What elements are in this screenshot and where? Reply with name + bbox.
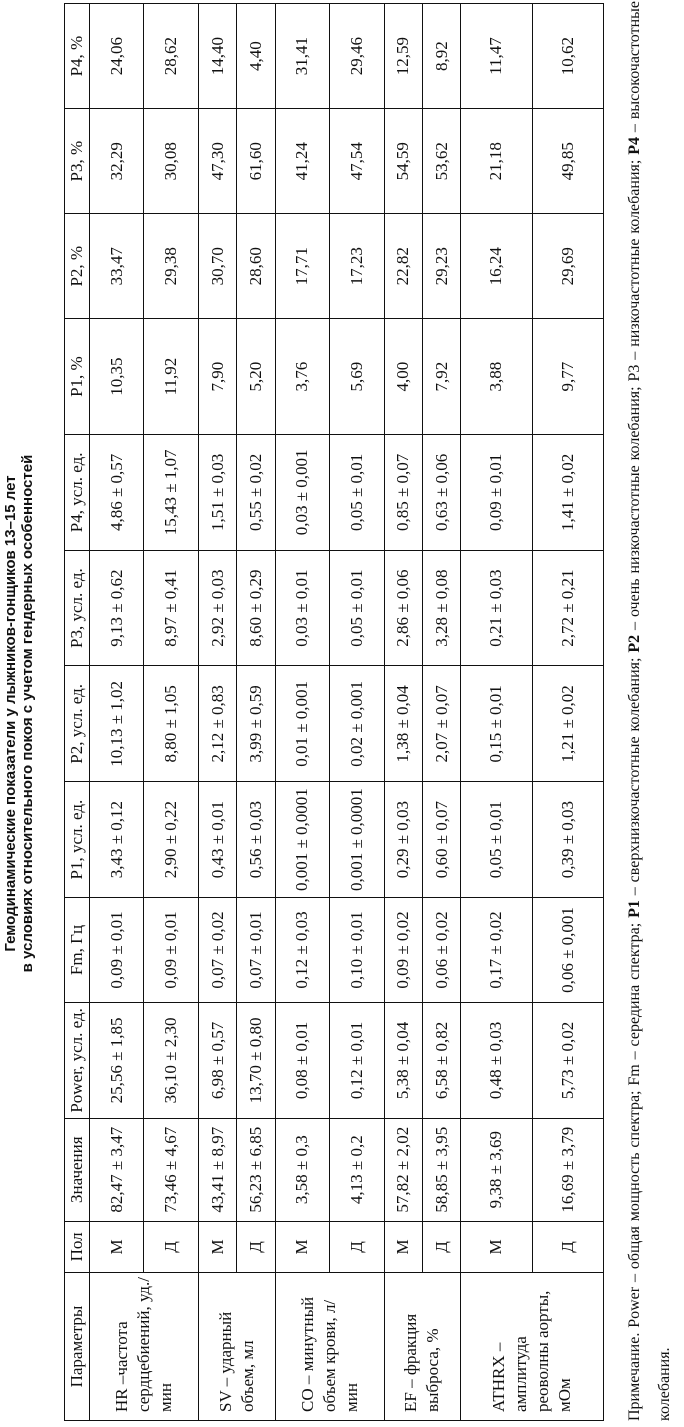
table-note	[620, 1, 680, 1421]
value-cell: 33,47	[90, 214, 144, 319]
value-cell: 0,08 ± 0,01	[275, 1003, 329, 1119]
value-cell: 73,46 ± 4,67	[144, 1118, 198, 1221]
value-cell: 2,12 ± 0,83	[198, 666, 236, 782]
sex-cell: Д	[237, 1221, 275, 1272]
sex-cell: Д	[144, 1221, 198, 1272]
value-cell: 3,99 ± 0,59	[237, 666, 275, 782]
value-cell: 82,47 ± 3,47	[90, 1118, 144, 1221]
value-cell: 3,58 ± 0,3	[275, 1118, 329, 1221]
table-row	[237, 4, 275, 1421]
value-cell: 0,09 ± 0,02	[384, 897, 422, 1002]
column-header: P2, усл. ед.	[65, 666, 90, 782]
value-cell: 14,40	[198, 4, 236, 109]
value-cell: 43,41 ± 8,97	[198, 1118, 236, 1221]
value-cell: 0,07 ± 0,01	[237, 897, 275, 1002]
value-cell: 12,59	[384, 4, 422, 109]
value-cell: 9,77	[532, 319, 603, 435]
value-cell: 1,38 ± 0,04	[384, 666, 422, 782]
parameter-cell: CO – минутный объем крови, л/мин	[275, 1273, 384, 1421]
value-cell: 0,55 ± 0,02	[237, 434, 275, 550]
value-cell: 29,23	[422, 214, 460, 319]
note-p4-text: – высокочастотные колебания.	[626, 0, 673, 1421]
table-row	[384, 4, 422, 1421]
value-cell: 0,12 ± 0,01	[330, 1003, 384, 1119]
column-header: Power, усл. ед.	[65, 1003, 90, 1119]
value-cell: 0,06 ± 0,001	[532, 897, 603, 1002]
value-cell: 29,38	[144, 214, 198, 319]
sex-cell: Д	[422, 1221, 460, 1272]
value-cell: 0,07 ± 0,02	[198, 897, 236, 1002]
value-cell: 4,13 ± 0,2	[330, 1118, 384, 1221]
value-cell: 57,82 ± 2,02	[384, 1118, 422, 1221]
table-body	[90, 4, 604, 1421]
value-cell: 0,43 ± 0,01	[198, 782, 236, 898]
value-cell: 29,46	[330, 4, 384, 109]
value-cell: 0,001 ± 0,0001	[330, 782, 384, 898]
value-cell: 0,48 ± 0,03	[461, 1003, 532, 1119]
value-cell: 3,28 ± 0,08	[422, 550, 460, 666]
value-cell: 47,54	[330, 109, 384, 214]
value-cell: 7,90	[198, 319, 236, 435]
value-cell: 54,59	[384, 109, 422, 214]
value-cell: 0,17 ± 0,02	[461, 897, 532, 1002]
value-cell: 0,56 ± 0,03	[237, 782, 275, 898]
value-cell: 28,62	[144, 4, 198, 109]
value-cell: 16,24	[461, 214, 532, 319]
value-cell: 10,13 ± 1,02	[90, 666, 144, 782]
value-cell: 2,90 ± 0,22	[144, 782, 198, 898]
value-cell: 0,03 ± 0,01	[275, 550, 329, 666]
sex-cell: М	[275, 1221, 329, 1272]
value-cell: 0,15 ± 0,01	[461, 666, 532, 782]
value-cell: 49,85	[532, 109, 603, 214]
value-cell: 0,63 ± 0,06	[422, 434, 460, 550]
table-row	[461, 4, 532, 1421]
value-cell: 10,62	[532, 4, 603, 109]
column-header: P1, %	[65, 319, 90, 435]
sex-cell: М	[198, 1221, 236, 1272]
column-header: Значения	[65, 1118, 90, 1221]
value-cell: 8,92	[422, 4, 460, 109]
sex-cell: Д	[330, 1221, 384, 1272]
column-header: P4, %	[65, 4, 90, 109]
value-cell: 61,60	[237, 109, 275, 214]
value-cell: 0,39 ± 0,03	[532, 782, 603, 898]
table-row	[532, 4, 603, 1421]
table-row	[90, 4, 144, 1421]
value-cell: 0,09 ± 0,01	[90, 897, 144, 1002]
value-cell: 47,30	[198, 109, 236, 214]
value-cell: 21,18	[461, 109, 532, 214]
value-cell: 0,03 ± 0,001	[275, 434, 329, 550]
value-cell: 10,35	[90, 319, 144, 435]
note-p2-label: P2	[626, 634, 643, 653]
value-cell: 0,12 ± 0,03	[275, 897, 329, 1002]
sex-cell: М	[384, 1221, 422, 1272]
hemodynamics-table	[64, 3, 604, 1421]
title-line-1: Гемодинамические показатели у лыжников-гонщиков 13–15 лет	[2, 475, 19, 952]
table-title	[2, 0, 36, 1427]
column-header: Параметры	[65, 1273, 90, 1421]
value-cell: 2,72 ± 0,21	[532, 550, 603, 666]
value-cell: 17,71	[275, 214, 329, 319]
value-cell: 13,70 ± 0,80	[237, 1003, 275, 1119]
value-cell: 8,80 ± 1,05	[144, 666, 198, 782]
value-cell: 0,02 ± 0,001	[330, 666, 384, 782]
value-cell: 2,07 ± 0,07	[422, 666, 460, 782]
note-p1-text: – сверхнизкочастотные колебания;	[626, 652, 643, 901]
value-cell: 8,97 ± 0,41	[144, 550, 198, 666]
value-cell: 3,43 ± 0,12	[90, 782, 144, 898]
value-cell: 7,92	[422, 319, 460, 435]
value-cell: 22,82	[384, 214, 422, 319]
value-cell: 0,001 ± 0,0001	[275, 782, 329, 898]
value-cell: 30,70	[198, 214, 236, 319]
column-header: P3, усл. ед.	[65, 550, 90, 666]
value-cell: 0,01 ± 0,001	[275, 666, 329, 782]
value-cell: 8,60 ± 0,29	[237, 550, 275, 666]
value-cell: 5,73 ± 0,02	[532, 1003, 603, 1119]
table-row	[275, 4, 329, 1421]
value-cell: 9,13 ± 0,62	[90, 550, 144, 666]
value-cell: 36,10 ± 2,30	[144, 1003, 198, 1119]
value-cell: 6,58 ± 0,82	[422, 1003, 460, 1119]
table-header-row	[65, 4, 90, 1421]
value-cell: 4,00	[384, 319, 422, 435]
value-cell: 1,21 ± 0,02	[532, 666, 603, 782]
value-cell: 5,38 ± 0,04	[384, 1003, 422, 1119]
column-header: P2, %	[65, 214, 90, 319]
value-cell: 4,40	[237, 4, 275, 109]
note-p4-label: P4	[626, 136, 643, 155]
parameter-cell: EF – фракция выброса, %	[384, 1273, 461, 1421]
parameter-cell: SV – ударный объем, мл	[198, 1273, 275, 1421]
value-cell: 17,23	[330, 214, 384, 319]
value-cell: 0,06 ± 0,02	[422, 897, 460, 1002]
title-line-2: в условиях относительного покоя с учетом гендерных особенностей	[19, 454, 36, 973]
sex-cell: М	[90, 1221, 144, 1272]
value-cell: 9,38 ± 3,69	[461, 1118, 532, 1221]
column-header: P1, усл. ед.	[65, 782, 90, 898]
value-cell: 0,60 ± 0,07	[422, 782, 460, 898]
value-cell: 0,29 ± 0,03	[384, 782, 422, 898]
value-cell: 32,29	[90, 109, 144, 214]
parameter-cell: HR –частота сердцебиений, уд./мин	[90, 1273, 199, 1421]
value-cell: 0,05 ± 0,01	[330, 434, 384, 550]
note-p2-text: – очень низкочастотные колебания; P3 – низкочастотные колебания;	[626, 154, 643, 635]
note-prefix: Примечание. Power – общая мощность спектра; Fm – середина спектра;	[626, 917, 643, 1421]
value-cell: 11,47	[461, 4, 532, 109]
value-cell: 1,51 ± 0,03	[198, 434, 236, 550]
value-cell: 11,92	[144, 319, 198, 435]
parameter-cell: ATHRX – амплитуда реоволны аорты, мОм	[461, 1273, 604, 1421]
table-row	[330, 4, 384, 1421]
value-cell: 0,09 ± 0,01	[461, 434, 532, 550]
value-cell: 0,05 ± 0,01	[461, 782, 532, 898]
column-header: P4, усл. ед.	[65, 434, 90, 550]
table-row	[198, 4, 236, 1421]
value-cell: 2,86 ± 0,06	[384, 550, 422, 666]
value-cell: 5,20	[237, 319, 275, 435]
table-row	[144, 4, 198, 1421]
value-cell: 0,09 ± 0,01	[144, 897, 198, 1002]
note-p1-label: P1	[626, 900, 643, 918]
value-cell: 25,56 ± 1,85	[90, 1003, 144, 1119]
value-cell: 2,92 ± 0,03	[198, 550, 236, 666]
value-cell: 0,05 ± 0,01	[330, 550, 384, 666]
value-cell: 16,69 ± 3,79	[532, 1118, 603, 1221]
value-cell: 3,88	[461, 319, 532, 435]
value-cell: 53,62	[422, 109, 460, 214]
value-cell: 0,10 ± 0,01	[330, 897, 384, 1002]
column-header: Пол	[65, 1221, 90, 1272]
value-cell: 58,85 ± 3,95	[422, 1118, 460, 1221]
value-cell: 56,23 ± 6,85	[237, 1118, 275, 1221]
value-cell: 4,86 ± 0,57	[90, 434, 144, 550]
value-cell: 30,08	[144, 109, 198, 214]
value-cell: 3,76	[275, 319, 329, 435]
column-header: P3, %	[65, 109, 90, 214]
value-cell: 28,60	[237, 214, 275, 319]
value-cell: 29,69	[532, 214, 603, 319]
sex-cell: М	[461, 1221, 532, 1272]
table-row	[422, 4, 460, 1421]
column-header: Fm, Гц	[65, 897, 90, 1002]
value-cell: 41,24	[275, 109, 329, 214]
value-cell: 24,06	[90, 4, 144, 109]
value-cell: 5,69	[330, 319, 384, 435]
value-cell: 15,43 ± 1,07	[144, 434, 198, 550]
value-cell: 6,98 ± 0,57	[198, 1003, 236, 1119]
value-cell: 0,85 ± 0,07	[384, 434, 422, 550]
value-cell: 31,41	[275, 4, 329, 109]
value-cell: 1,41 ± 0,02	[532, 434, 603, 550]
sex-cell: Д	[532, 1221, 603, 1272]
value-cell: 0,21 ± 0,03	[461, 550, 532, 666]
